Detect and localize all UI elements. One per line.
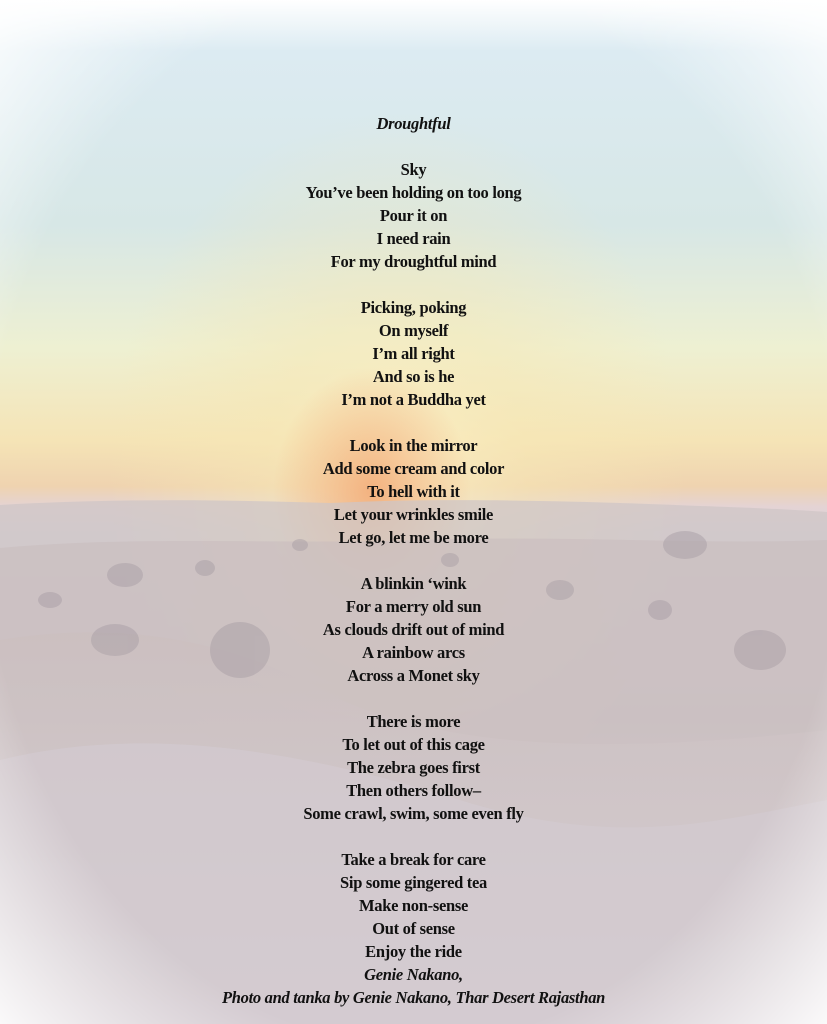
poem-line: I’m not a Buddha yet: [341, 390, 486, 409]
poem-line: For a merry old sun: [345, 597, 482, 616]
poem-line: Some crawl, swim, some even fly: [303, 804, 524, 823]
poem-line: Let your wrinkles smile: [333, 505, 494, 524]
poem-line: Picking, poking: [360, 298, 467, 317]
poem-line: Let go, let me be more: [338, 528, 489, 547]
poem-line: Make non-sense: [358, 896, 468, 915]
author-signature: Genie Nakano,: [364, 965, 463, 984]
stanza-4: [0, 572, 827, 687]
stanza-6: [0, 848, 827, 963]
poem-line: Look in the mirror: [349, 436, 478, 455]
poem-line: Add some cream and color: [322, 459, 505, 478]
stanza-5: [0, 710, 827, 825]
poem-line: A blinkin ‘wink: [360, 574, 467, 593]
poem-line: Pour it on: [379, 206, 448, 225]
poem-line: I’m all right: [372, 344, 455, 363]
poem-line: I need rain: [376, 229, 451, 248]
stanza-3: [0, 434, 827, 549]
poem: [0, 112, 827, 1009]
poem-line: For my droughtful mind: [330, 252, 497, 271]
poem-line: As clouds drift out of mind: [322, 620, 505, 639]
poem-title: Droughtful: [376, 114, 451, 133]
poem-line: The zebra goes first: [347, 758, 480, 777]
poem-line: Sky: [400, 160, 427, 179]
poem-line: Sip some gingered tea: [340, 873, 487, 892]
poem-line: Take a break for care: [341, 850, 486, 869]
poem-line: Enjoy the ride: [365, 942, 462, 961]
poem-line: Across a Monet sky: [347, 666, 480, 685]
poem-line: And so is he: [372, 367, 455, 386]
photo-credit: Photo and tanka by Genie Nakano, Thar Desert Rajasthan: [221, 988, 606, 1007]
poem-line: On myself: [378, 321, 449, 340]
poem-line: Then others follow–: [346, 781, 481, 800]
poem-line: You’ve been holding on too long: [305, 183, 522, 202]
poem-line: There is more: [366, 712, 461, 731]
poem-line: To let out of this cage: [342, 735, 485, 754]
poem-line: Out of sense: [372, 919, 455, 938]
poem-line: To hell with it: [367, 482, 460, 501]
stanza-1: [0, 158, 827, 273]
poem-line: A rainbow arcs: [362, 643, 465, 662]
stanza-2: [0, 296, 827, 411]
